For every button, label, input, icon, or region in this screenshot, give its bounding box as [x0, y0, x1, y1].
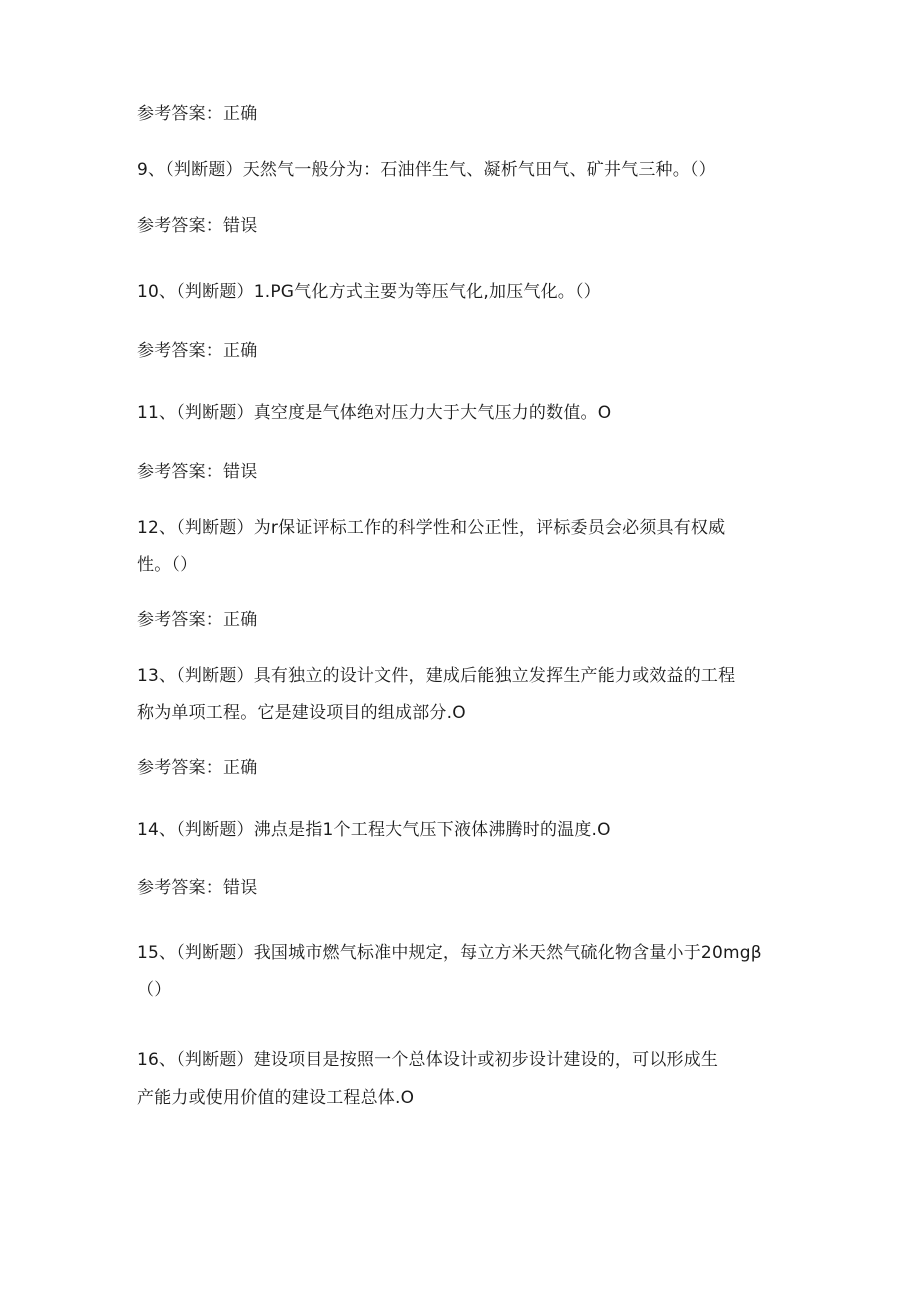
question-11: 11、（判断题）真空度是气体绝对压力大于大气压力的数值。O — [137, 403, 612, 423]
answer-line-9: 参考答案：错误 — [137, 216, 258, 236]
question-10: 10、（判断题）1.PG气化方式主要为等压气化,加压气化。（） — [137, 282, 601, 302]
question-15-line-1: 15、（判断题）我国城市燃气标准中规定，每立方米天然气硫化物含量小于20mgβ — [137, 943, 762, 963]
answer-line-11: 参考答案：错误 — [137, 462, 258, 482]
answer-line-10: 参考答案：正确 — [137, 341, 258, 361]
answer-line-14: 参考答案：错误 — [137, 878, 258, 898]
question-16-line-1: 16、（判断题）建设项目是按照一个总体设计或初步设计建设的，可以形成生 — [137, 1050, 719, 1070]
answer-line-8: 参考答案：正确 — [137, 104, 258, 124]
question-9: 9、（判断题）天然气一般分为：石油伴生气、凝析气田气、矿井气三种。（） — [137, 160, 716, 180]
question-14: 14、（判断题）沸点是指1个工程大气压下液体沸腾时的温度.O — [137, 820, 611, 840]
question-12-line-2: 性。（） — [137, 555, 198, 575]
question-13-line-2: 称为单项工程。它是建设项目的组成部分.O — [137, 703, 466, 723]
question-15-line-2: （） — [137, 980, 172, 1000]
question-13-line-1: 13、（判断题）具有独立的设计文件，建成后能独立发挥生产能力或效益的工程 — [137, 666, 736, 686]
answer-line-13: 参考答案：正确 — [137, 758, 258, 778]
answer-line-12: 参考答案：正确 — [137, 610, 258, 630]
question-16-line-2: 产能力或使用价值的建设工程总体.O — [137, 1088, 415, 1108]
question-12-line-1: 12、（判断题）为r保证评标工作的科学性和公正性，评标委员会必须具有权威 — [137, 518, 726, 538]
